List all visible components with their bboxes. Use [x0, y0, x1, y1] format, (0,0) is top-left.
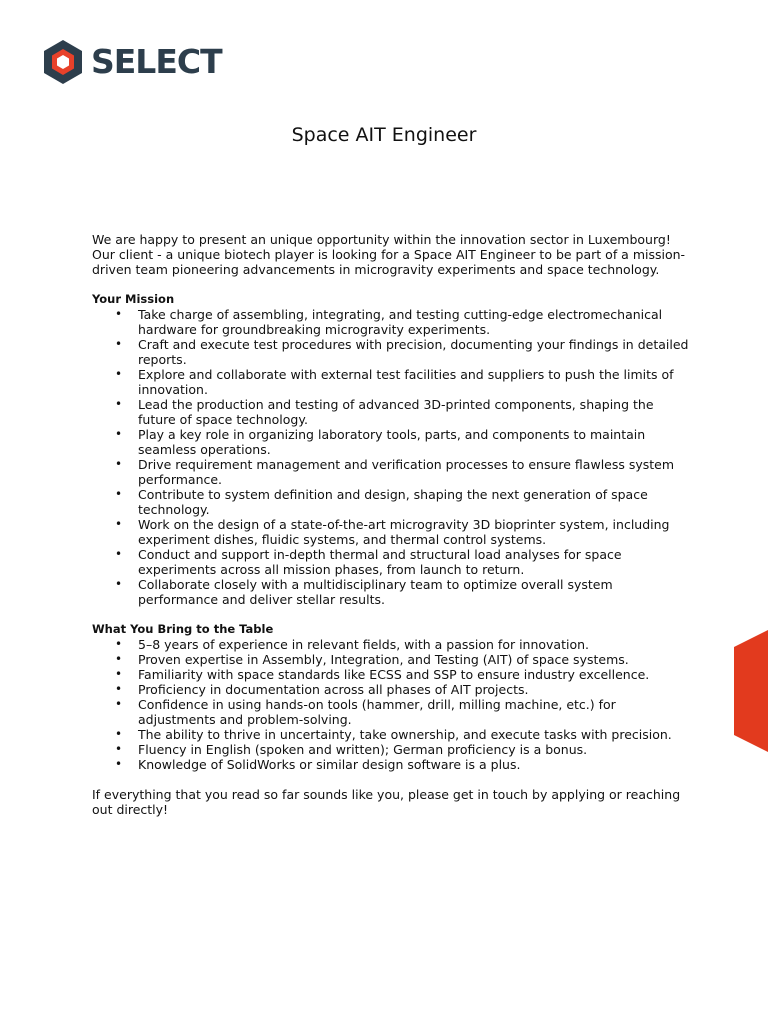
list-item [115, 652, 692, 667]
bullet-icon: • [115, 682, 123, 696]
list-item-text: Work on the design of a state-of-the-art microgravity 3D bioprinter system, including experiment dishes, fluidic systems, and thermal control systems. [138, 517, 670, 547]
list-item-text: The ability to thrive in uncertainty, take ownership, and execute tasks with precision. [138, 727, 672, 742]
list-item [115, 727, 692, 742]
bullet-icon: • [115, 427, 123, 441]
logo-wordmark: SELECT [91, 42, 222, 81]
list-item [115, 667, 692, 682]
requirements-heading: What You Bring to the Table [92, 622, 274, 636]
list-item-text: Take charge of assembling, integrating, and testing cutting-edge electromechanical hardware for groundbreaking microgravity experiments. [138, 307, 663, 337]
company-logo [43, 40, 222, 84]
list-item [115, 517, 692, 547]
bullet-icon: • [115, 487, 123, 501]
list-item-text: Knowledge of SolidWorks or similar design software is a plus. [138, 757, 521, 772]
list-item [115, 427, 692, 457]
job-title: Space AIT Engineer [291, 124, 477, 146]
list-item [115, 337, 692, 367]
list-item [115, 757, 692, 772]
bullet-icon: • [115, 397, 123, 411]
list-item-text: Collaborate closely with a multidisciplinary team to optimize overall system performance and deliver stellar results. [138, 577, 613, 607]
list-item [115, 742, 692, 757]
list-item-text: Explore and collaborate with external test facilities and suppliers to push the limits of innovation. [138, 367, 674, 397]
job-description [92, 232, 692, 817]
list-item-text: Fluency in English (spoken and written); German proficiency is a bonus. [138, 742, 588, 757]
list-item-text: Proven expertise in Assembly, Integration, and Testing (AIT) of space systems. [138, 652, 629, 667]
bullet-icon: • [115, 367, 123, 381]
bullet-icon: • [115, 757, 123, 771]
list-item-text: Lead the production and testing of advanced 3D-printed components, shaping the future of space technology. [138, 397, 654, 427]
list-item-text: Play a key role in organizing laboratory tools, parts, and components to maintain seamless operations. [138, 427, 646, 457]
bullet-icon: • [115, 517, 123, 531]
bullet-icon: • [115, 727, 123, 741]
list-item [115, 577, 692, 607]
mission-heading: Your Mission [92, 292, 175, 306]
list-item [115, 457, 692, 487]
list-item-text: Familiarity with space standards like ECSS and SSP to ensure industry excellence. [138, 667, 650, 682]
orange-accent-shape [734, 630, 768, 752]
requirements-list [92, 637, 692, 772]
list-item-text: Craft and execute test procedures with precision, documenting your findings in detailed reports. [138, 337, 689, 367]
list-item-text: Confidence in using hands-on tools (hammer, drill, milling machine, etc.) for adjustments and problem-solving. [138, 697, 616, 727]
list-item-text: 5–8 years of experience in relevant fields, with a passion for innovation. [138, 637, 590, 652]
list-item [115, 367, 692, 397]
bullet-icon: • [115, 652, 123, 666]
list-item-text: Drive requirement management and verification processes to ensure flawless system performance. [138, 457, 675, 487]
bullet-icon: • [115, 742, 123, 756]
bullet-icon: • [115, 307, 123, 321]
bullet-icon: • [115, 547, 123, 561]
hexagon-logo-icon [43, 40, 83, 84]
bullet-icon: • [115, 337, 123, 351]
bullet-icon: • [115, 667, 123, 681]
bullet-icon: • [115, 637, 123, 651]
list-item [115, 637, 692, 652]
closing-paragraph: If everything that you read so far sounds like you, please get in touch by applying or reaching out directly! [92, 787, 681, 817]
bullet-icon: • [115, 697, 123, 711]
bullet-icon: • [115, 457, 123, 471]
list-item [115, 397, 692, 427]
list-item [115, 697, 692, 727]
list-item-text: Conduct and support in-depth thermal and structural load analyses for space experiments across all mission phases, from launch to return. [138, 547, 622, 577]
list-item-text: Proficiency in documentation across all phases of AIT projects. [138, 682, 529, 697]
bullet-icon: • [115, 577, 123, 591]
list-item [115, 682, 692, 697]
list-item-text: Contribute to system definition and design, shaping the next generation of space technology. [138, 487, 648, 517]
list-item [115, 307, 692, 337]
list-item [115, 487, 692, 517]
mission-list [92, 307, 692, 607]
list-item [115, 547, 692, 577]
intro-paragraph: We are happy to present an unique opportunity within the innovation sector in Luxembourg! Our client - a unique biotech player is looking for a Space AIT Engineer to be part of a mission-driven team pioneering advancements in microgravity experiments and space technology. [92, 232, 686, 277]
